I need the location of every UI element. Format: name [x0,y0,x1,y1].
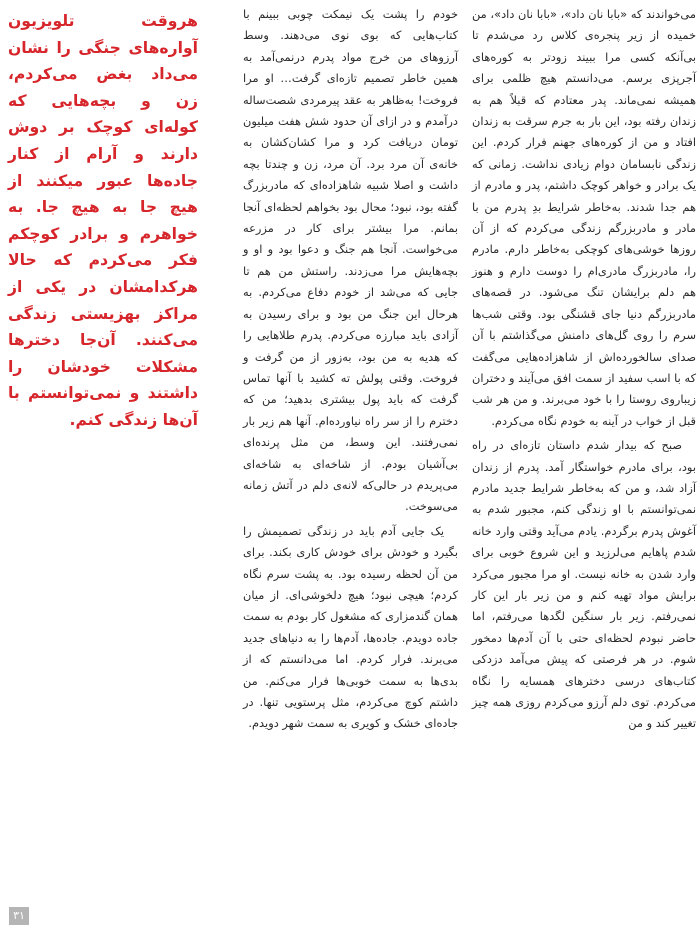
pull-quote [8,8,198,434]
paragraph: می‌خواندند که «بابا نان داد»، «بابا نان داد»، من خمیده از زیر پنجره‌ی کلاس رد می‌شدم تا بی‌آنکه کسی مرا ببیند زودتر به کوره‌های آجرپزی برسم. می‌دانستم هیچ ظلمی برای همیشه نمی‌ماند. پدر معتاد‌م که قبلاً هم به زندان رفته بود، این بار به جرم سرقت به زندان افتاد و من از کوره‌های جهنم فرار کردم. این زندگی نابسامان دوام زیادی نداشت. زمانی که یک برادر و خواهر کوچک داشتم، پدر و مادرم از هم جدا شدند. به‌خاطر شرایط بدِ پدرم من با مادر و مادربزرگم زندگی می‌کردم که از آن روزها خوشی‌های کوچکی به‌خاطر دارم. مادرم را، مادربزرگ مادری‌ام را دوست دارم و هنوز هم دلم برایشان تنگ می‌شود. در قصه‌های مادربزرگم دنیا جای قشنگی بود. وقتی شب‌ها سرم را روی گل‌های دامنش می‌گذاشتم با آن صدای سالخورده‌اش از شاهزاده‌هایی می‌گفت که با اسب سفید از سمت افق می‌آیند و دختران زیباروی روستا را با خود می‌برند. و من هر شب قبل از خواب در آینه به خودم نگاه می‌کردم. [472,7,696,428]
pull-quote-text: هروقت تلویزیون آواره‌های جنگی را نشان می‌داد بغض می‌کردم، زن و بچه‌هایی که کوله‌ای کوچک بر دوش دارند و آرام از کنار جاده‌ها عبور میکنند از هیچ جا به هیچ جا. به خواهرم و برادر کوچکم فکر می‌کردم که حالا هرکدامشان در یکی از مراکز بهزیستی زندگی می‌کنند. آن‌جا دخترها مشکلات خودشان را داشتند و نمی‌توانستم با آن‌ها زندگی کنم. [8,12,198,429]
page-number: ۳۱ [9,907,29,925]
paragraph: خودم را پشت یک نیمکت چوبی ببینم با کتاب‌هایی که بوی نوی می‌دهند. وسط آرزوهای من خرج مواد پدرم درنمی‌آمد به همین خاطر تصمیم تازه‌ای گرفت… او مرا فروخت! به‌ظاهر به عقد پیرمردی شصت‌ساله درآمدم و در ازای آن حدود شش هفت میلیون تومان دریافت کرد و مرا کشان‌کشان به خانه‌ی آن مرد برد. آن مرد، زن و چندتا بچه داشت و اصلا شبیه شاهزاده‌ای که مادربزرگ گفته بود، نبود؛ محال بود بخواهم لحظه‌ای آنجا بمانم. مرا بیشتر برای کار در مزرعه می‌خواست. آنجا هم جنگ و دعوا بود و او و بچه‌هایش مرا می‌زدند. راستش من هم تا جایی که می‌شد از خودم دفاع می‌کردم. به هرحال این جنگ من بود و برای رسیدن به آزادی باید مبارزه می‌کردم. پدرم طلاهایی را که هدیه به من بود، به‌زور از من گرفت و فروخت. وقتی پولش ته کشید با آنها تماس گرفت که باید پول بیشتری بدهید؛ من که دخترم را از سر راه نیاورده‌ام. آنها هم زیر بار نمی‌رفتند. این وسط، من مثل پرنده‌ای بی‌آشیان بودم. از شاخه‌ای به شاخه‌ای می‌پریدم در حالی‌که لانه‌ی دلم در آتش زمانه می‌سوخت. [243,7,458,514]
article-column-middle [243,4,458,735]
paragraph: صبح که بیدار شدم داستان تازه‌ای در راه بود، برای مادرم خواستگار آمد. پدرم از زندان آزاد شد، و من که به‌خاطر شرایط جدید مادرم نمی‌توانستم با او زندگی کنم، مجبور شدم به آغوش پدرم برگردم. یادم می‌آید وقتی وارد خانه شدم پاهایم می‌لرزید و این شروع خوبی برای وارد شدن به خانه نیست. او مرا مجبور می‌کرد برایش مواد تهیه کنم و من زیر بار این کار نمی‌رفتم. زیر بار سنگین لگدها می‌رفتم، اما حاضر نبودم لحظه‌ای حتی با آن آدم‌ها دمخور شوم. در هر فرصتی که پیش می‌آمد دزدکی کتاب‌های درسی دخترهای همسایه را نگاه می‌کردم. توی دلم آرزو می‌کردم روزی همه چیز تغییر کند و من [472,438,696,731]
article-column-right [472,4,696,735]
paragraph: یک جایی آدم باید در زندگی تصمیمش را بگیرد و خودش برای خودش کاری بکند. برای من آن لحظه رسیده بود. به پشت سرم نگاه کردم؛ هیچی نبود؛ هیچ دلخوشی‌ای. از میان همان گندمزاری که مشغول کار بودم به سمت جاده دویدم. جاده‌ها، آدم‌ها را به دنیاهای جدید می‌برند. فرار کردم. اما می‌دانستم که از بدی‌ها به سمت خوبی‌ها فرار می‌کنم. من داشتم کوچ می‌کردم، مثل پرستویی تنها. در جاده‌ای خشک و کویری به سمت شهر دویدم. [243,523,458,731]
